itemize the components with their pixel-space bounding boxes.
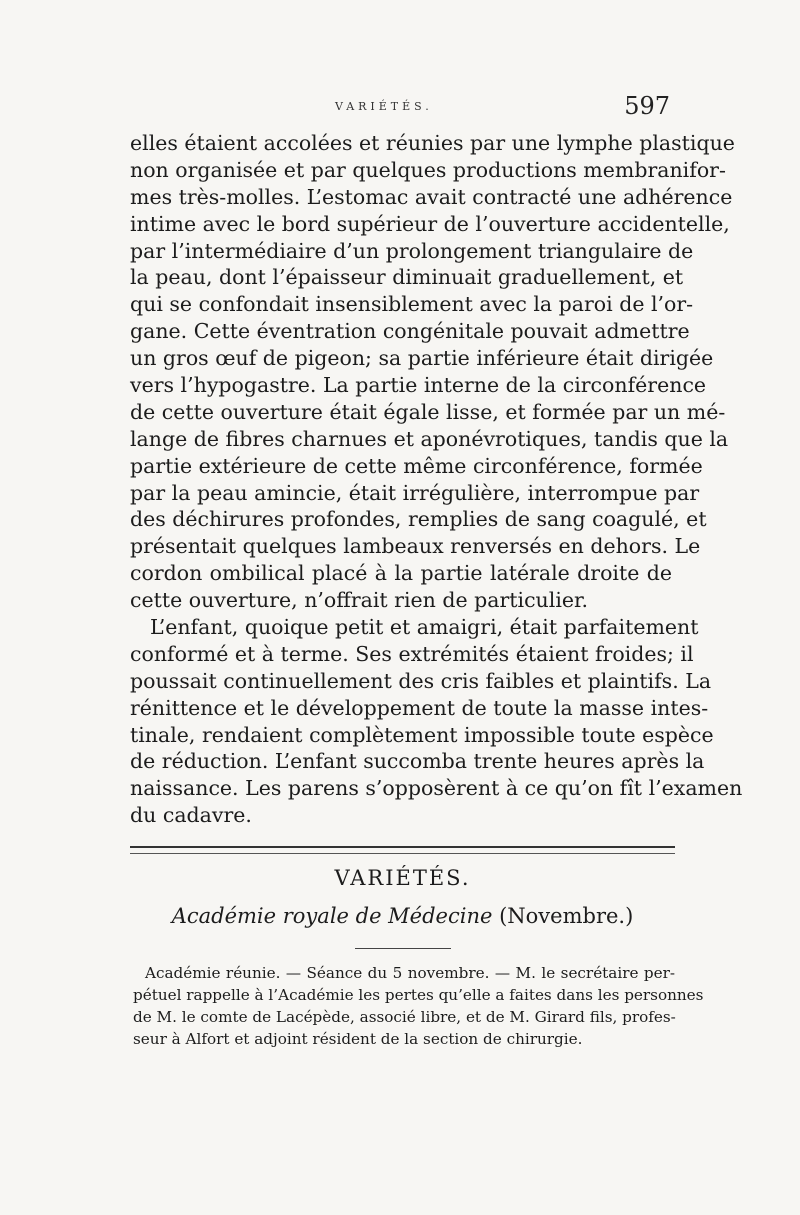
paragraph-2 bbox=[130, 614, 743, 829]
text-line: cordon ombilical placé à la partie latérale droite de bbox=[130, 561, 672, 586]
text-line: tinale, rendaient complètement impossible toute espèce bbox=[130, 722, 714, 747]
text-line: de réduction. L’enfant succomba trente heures après la bbox=[130, 749, 705, 774]
short-divider bbox=[355, 948, 451, 949]
running-head bbox=[130, 92, 670, 128]
article-body bbox=[130, 130, 743, 829]
text-line: vers l’hypogastre. La partie interne de la circonférence bbox=[130, 373, 707, 398]
text-line: lange de fibres charnues et aponévrotiques, tandis que la bbox=[130, 426, 729, 451]
text-line: non organisée et par quelques productions membranifor- bbox=[130, 157, 726, 182]
text-line: intime avec le bord supérieur de l’ouverture accidentelle, bbox=[130, 211, 730, 236]
text-line: poussait continuellement des cris faibles et plaintifs. La bbox=[130, 668, 712, 693]
subsection-title bbox=[130, 904, 675, 928]
text-line: mes très-molles. L’estomac avait contracté une adhérence bbox=[130, 184, 733, 209]
notice-line: pétuel rappelle à l’Académie les pertes qu’elle a faites dans les personnes bbox=[133, 986, 704, 1004]
subsection-title-date: (Novembre.) bbox=[492, 904, 634, 928]
text-line: du cadavre. bbox=[130, 803, 252, 828]
notice-line: Académie réunie. — Séance du 5 novembre. — M. le secrétaire per- bbox=[145, 964, 675, 982]
running-title: VARIÉTÉS. bbox=[335, 100, 433, 113]
text-line: de cette ouverture était égale lisse, et formée par un mé- bbox=[130, 399, 726, 424]
text-line: gane. Cette éventration congénitale pouvait admettre bbox=[130, 319, 690, 344]
text-line: présentait quelques lambeaux renversés en dehors. Le bbox=[130, 534, 701, 559]
text-line: elles étaient accolées et réunies par une lymphe plastique bbox=[130, 131, 735, 155]
text-line: L’enfant, quoique petit et amaigri, était parfaitement bbox=[150, 615, 699, 640]
text-line: naissance. Les parens s’opposèrent à ce qu’on fît l’examen bbox=[130, 776, 743, 801]
section-divider bbox=[130, 846, 675, 854]
subsection-title-italic: Académie royale de Médecine bbox=[171, 904, 493, 928]
text-line: rénittence et le développement de toute la masse intes- bbox=[130, 695, 709, 720]
text-line: par la peau amincie, était irrégulière, interrompue par bbox=[130, 480, 700, 505]
section-title: VARIÉTÉS. bbox=[334, 866, 471, 890]
notice-line: seur à Alfort et adjoint résident de la section de chirurgie. bbox=[133, 1030, 583, 1048]
text-line: la peau, dont l’épaisseur diminuait graduellement, et bbox=[130, 265, 684, 290]
academy-notice bbox=[133, 962, 704, 1050]
text-line: cette ouverture, n’offrait rien de particulier. bbox=[130, 588, 589, 613]
text-line: partie extérieure de cette même circonférence, formée bbox=[130, 453, 703, 478]
text-line: par l’intermédiaire d’un prolongement triangulaire de bbox=[130, 238, 694, 263]
notice-line: de M. le comte de Lacépède, associé libre, et de M. Girard fils, profes- bbox=[133, 1008, 676, 1026]
text-line: des déchirures profondes, remplies de sang coagulé, et bbox=[130, 507, 707, 532]
page-number: 597 bbox=[624, 92, 670, 120]
text-line: un gros œuf de pigeon; sa partie inférieure était dirigée bbox=[130, 346, 714, 371]
text-line: conformé et à terme. Ses extrémités étaient froides; il bbox=[130, 641, 694, 666]
text-line: qui se confondait insensiblement avec la paroi de l’or- bbox=[130, 292, 694, 317]
paragraph-1 bbox=[130, 130, 735, 614]
